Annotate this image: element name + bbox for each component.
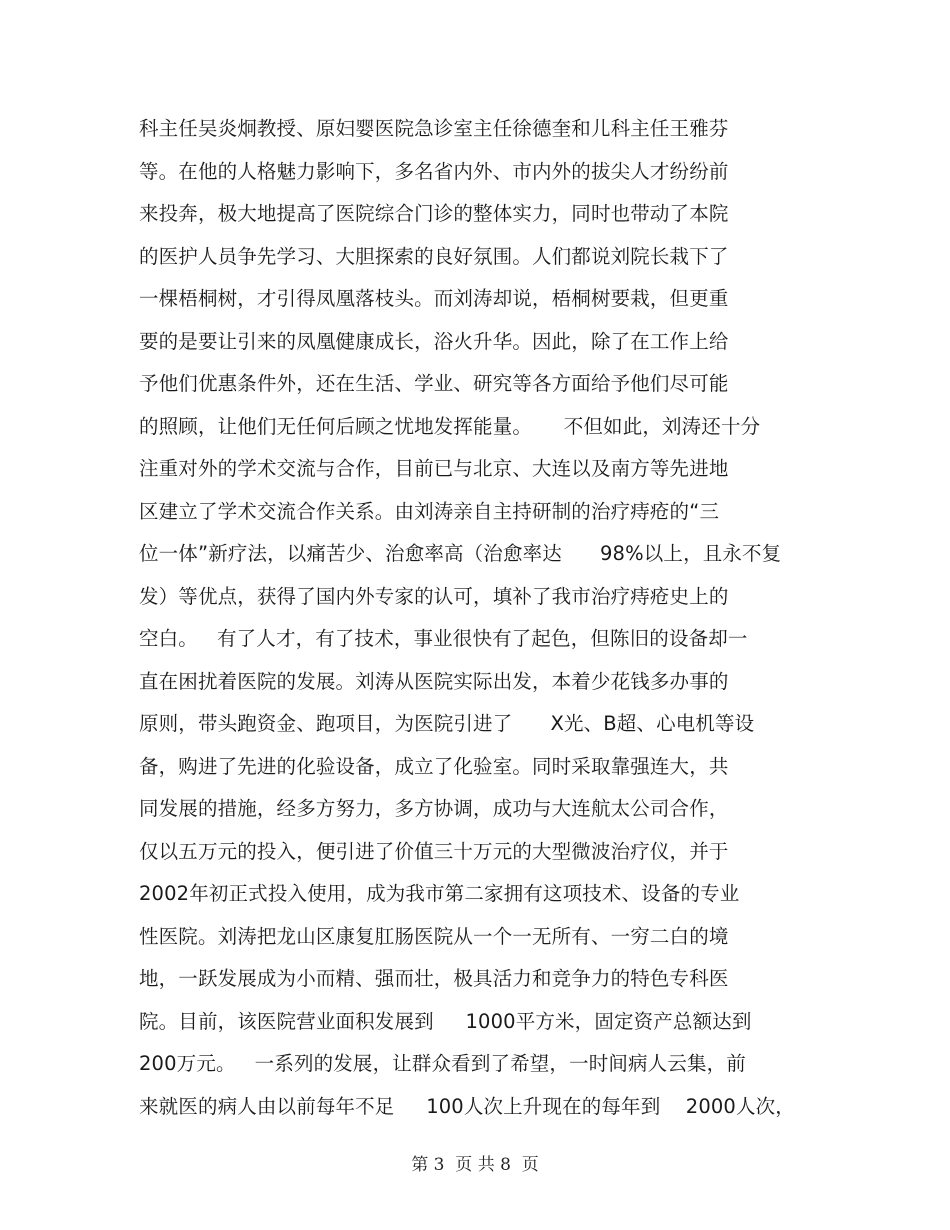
text-line: 空白。 有了人才，有了技术，事业很快有了起色，但陈旧的设备却一 — [139, 627, 748, 650]
text-line: 直在困扰着医院的发展。刘涛从医院实际出发，本着少花钱多办事的 — [139, 669, 729, 693]
body-text — [139, 113, 819, 1133]
text-line: 要的是要让引来的凤凰健康成长，浴火升华。因此，除了在工作上给 — [139, 329, 729, 353]
text-line: 区建立了学术交流合作关系。由刘涛亲自主持研制的治疗痔疮的“三 — [139, 499, 720, 523]
text-line: 200万元。 一系列的发展，让群众看到了希望，一时间病人云集，前 — [139, 1052, 746, 1075]
text-line: 来投奔，极大地提高了医院综合门诊的整体实力，同时也带动了本院 — [139, 202, 729, 225]
text-line: 注重对外的学术交流与合作，目前已与北京、大连以及南方等先进地 — [139, 457, 729, 480]
text-line: 院。目前，该医院营业面积发展到 1000平方米，固定资产总额达到 — [139, 1009, 752, 1033]
text-line: 地，一跃发展成为小而精、强而壮，极具活力和竞争力的特色专科医 — [139, 967, 729, 990]
text-line: 2002年初正式投入使用，成为我市第二家拥有这项技术、设备的专业 — [139, 882, 740, 905]
text-line: 等。在他的人格魅力影响下，多名省内外、市内外的拔尖人才纷纷前 — [139, 159, 729, 183]
text-line: 一棵梧桐树，才引得凤凰落枝头。而刘涛却说，梧桐树要栽，但更重 — [139, 287, 729, 310]
text-line: 位一体”新疗法，以痛苦少、治愈率高（治愈率达 98%以上，且永不复 — [139, 542, 782, 565]
text-line: 来就医的病人由以前每年不足 100人次上升现在的每年到 2000人次， — [139, 1094, 795, 1118]
text-line: 科主任吴炎炯教授、原妇婴医院急诊室主任徐德奎和儿科主任王雅芬 — [139, 117, 729, 140]
text-line: 发）等优点，获得了国内外专家的认可，填补了我市治疗痔疮史上的 — [139, 584, 729, 608]
text-line: 的照顾，让他们无任何后顾之忧地发挥能量。 不但如此，刘涛还十分 — [139, 414, 761, 438]
text-line: 备，购进了先进的化验设备，成立了化验室。同时采取靠强连大，共 — [139, 754, 729, 778]
text-line: 予他们优惠条件外，还在生活、学业、研究等各方面给予他们尽可能 — [139, 372, 729, 395]
text-line: 仅以五万元的投入，便引进了价值三十万元的大型微波治疗仪，并于 — [139, 839, 729, 863]
page-number-footer: 第 3 页 共 8 页 — [411, 1155, 539, 1175]
text-line: 的医护人员争先学习、大胆探索的良好氛围。人们都说刘院长栽下了 — [139, 244, 729, 268]
text-line: 原则，带头跑资金、跑项目，为医院引进了 X光、B超、心电机等设 — [139, 712, 755, 735]
text-line: 同发展的措施，经多方努力，多方协调，成功与大连航太公司合作， — [139, 797, 729, 820]
text-line: 性医院。刘涛把龙山区康复肛肠医院从一个一无所有、一穷二白的境 — [139, 924, 729, 948]
